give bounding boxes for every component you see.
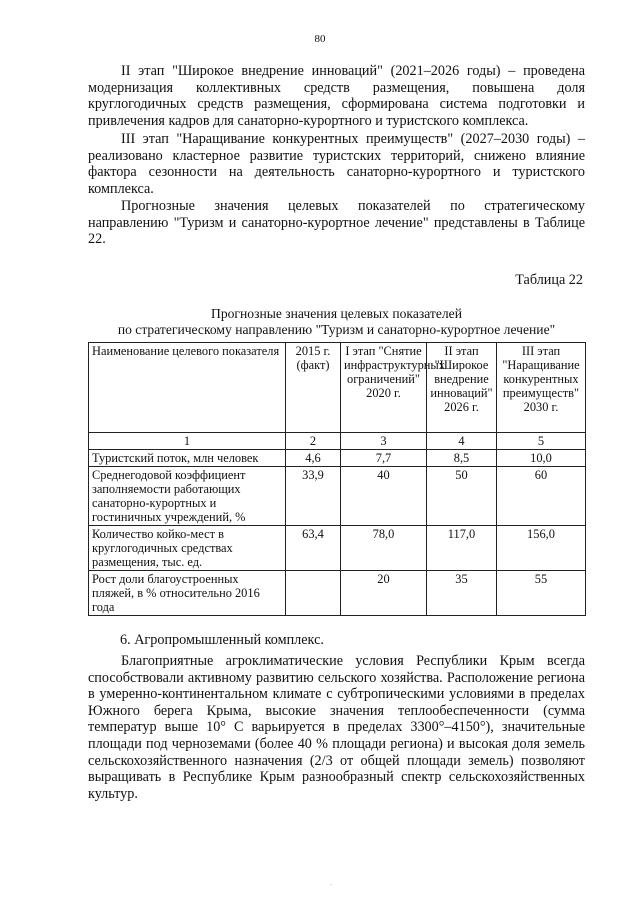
header-2015: 2015 г. (факт)	[286, 343, 341, 433]
cell-value: 156,0	[497, 526, 586, 571]
row-label: Рост доли благоустроенных пляжей, в % относительно 2016 года	[89, 571, 286, 616]
page-number: 80	[314, 33, 326, 45]
col-number: 5	[497, 433, 586, 450]
row-label: Среднегодовой коэффициент заполняемости работающих санаторно-курортных и гостиничных учреждений, %	[89, 467, 286, 526]
table-title-line-2: по стратегическому направлению "Туризм и санаторно-курортное лечение"	[117, 321, 556, 337]
row-label: Туристский поток, млн человек	[89, 450, 286, 467]
table-header-row	[89, 343, 586, 433]
header-stage-3: III этап "Наращивание конкурентных преимуществ" 2030 г.	[497, 343, 586, 433]
table-row	[89, 571, 586, 616]
col-number: 3	[341, 433, 427, 450]
cell-value: 117,0	[427, 526, 497, 571]
cell-value: 33,9	[286, 467, 341, 526]
col-number: 1	[89, 433, 286, 450]
cell-value: 50	[427, 467, 497, 526]
cell-value: 10,0	[497, 450, 586, 467]
table-row	[89, 450, 586, 467]
cell-value: 35	[427, 571, 497, 616]
cell-value: 55	[497, 571, 586, 616]
cell-value: 20	[341, 571, 427, 616]
cell-value: 60	[497, 467, 586, 526]
cell-value	[286, 571, 341, 616]
cell-value: 63,4	[286, 526, 341, 571]
table-column-numbers-row	[89, 433, 586, 450]
page-mark: .	[330, 878, 332, 887]
cell-value: 40	[341, 467, 427, 526]
paragraph-agro: Благоприятные агроклиматические условия Республики Крым всегда способствовали активному развитию сельского хозяйства. Расположение региона в умеренно-континентальном климате с субтропическими условиями в пределах Южного берега Крыма, высокие значения теплообеспеченности (сумма температур выше 10° С варьируется в пределах 3300°–4150°), значительные площади под черноземами (более 40 % площади региона) и высокая доля земель сельскохозяйственного назначения (2/3 от общей площади земель) позволяют выращивать в Республике Крым разнообразный спектр сельскохозяйственных культур.	[88, 653, 585, 802]
cell-value: 4,6	[286, 450, 341, 467]
paragraph-forecast-intro: Прогнозные значения целевых показателей по стратегическому направлению "Туризм и санаторно-курортное лечение" представлены в Таблице 22.	[88, 198, 585, 248]
col-number: 2	[286, 433, 341, 450]
header-indicator-name: Наименование целевого показателя	[89, 343, 286, 433]
cell-value: 7,7	[341, 450, 427, 467]
table-title	[88, 306, 585, 337]
row-label: Количество койко-мест в круглогодичных средствах размещения, тыс. ед.	[89, 526, 286, 571]
table-caption: Таблица 22	[515, 272, 583, 288]
paragraph-stage-3: III этап "Наращивание конкурентных преимуществ" (2027–2030 годы) – реализовано кластерное развитие туристских территорий, снижено влияние фактора сезонности на деятельность санаторно-курортного и туристского комплекса.	[88, 131, 585, 197]
header-stage-2: II этап "Широкое внедрение инноваций" 2026 г.	[427, 343, 497, 433]
cell-value: 78,0	[341, 526, 427, 571]
targets-table	[88, 342, 586, 616]
section-heading: 6. Агропромышленный комплекс.	[120, 632, 324, 648]
table-row	[89, 526, 586, 571]
col-number: 4	[427, 433, 497, 450]
paragraph-stage-2: II этап "Широкое внедрение инноваций" (2021–2026 годы) – проведена модернизация коллективных средств размещения, повышена доля круглогодичных средств размещения, сформирована система подготовки и привлечения кадров для санаторно-курортного и туристского комплекса.	[88, 63, 585, 129]
table-row	[89, 467, 586, 526]
cell-value: 8,5	[427, 450, 497, 467]
table-title-line-1: Прогнозные значения целевых показателей	[211, 306, 462, 321]
header-stage-1: I этап "Снятие инфраструктурных ограничений" 2020 г.	[341, 343, 427, 433]
